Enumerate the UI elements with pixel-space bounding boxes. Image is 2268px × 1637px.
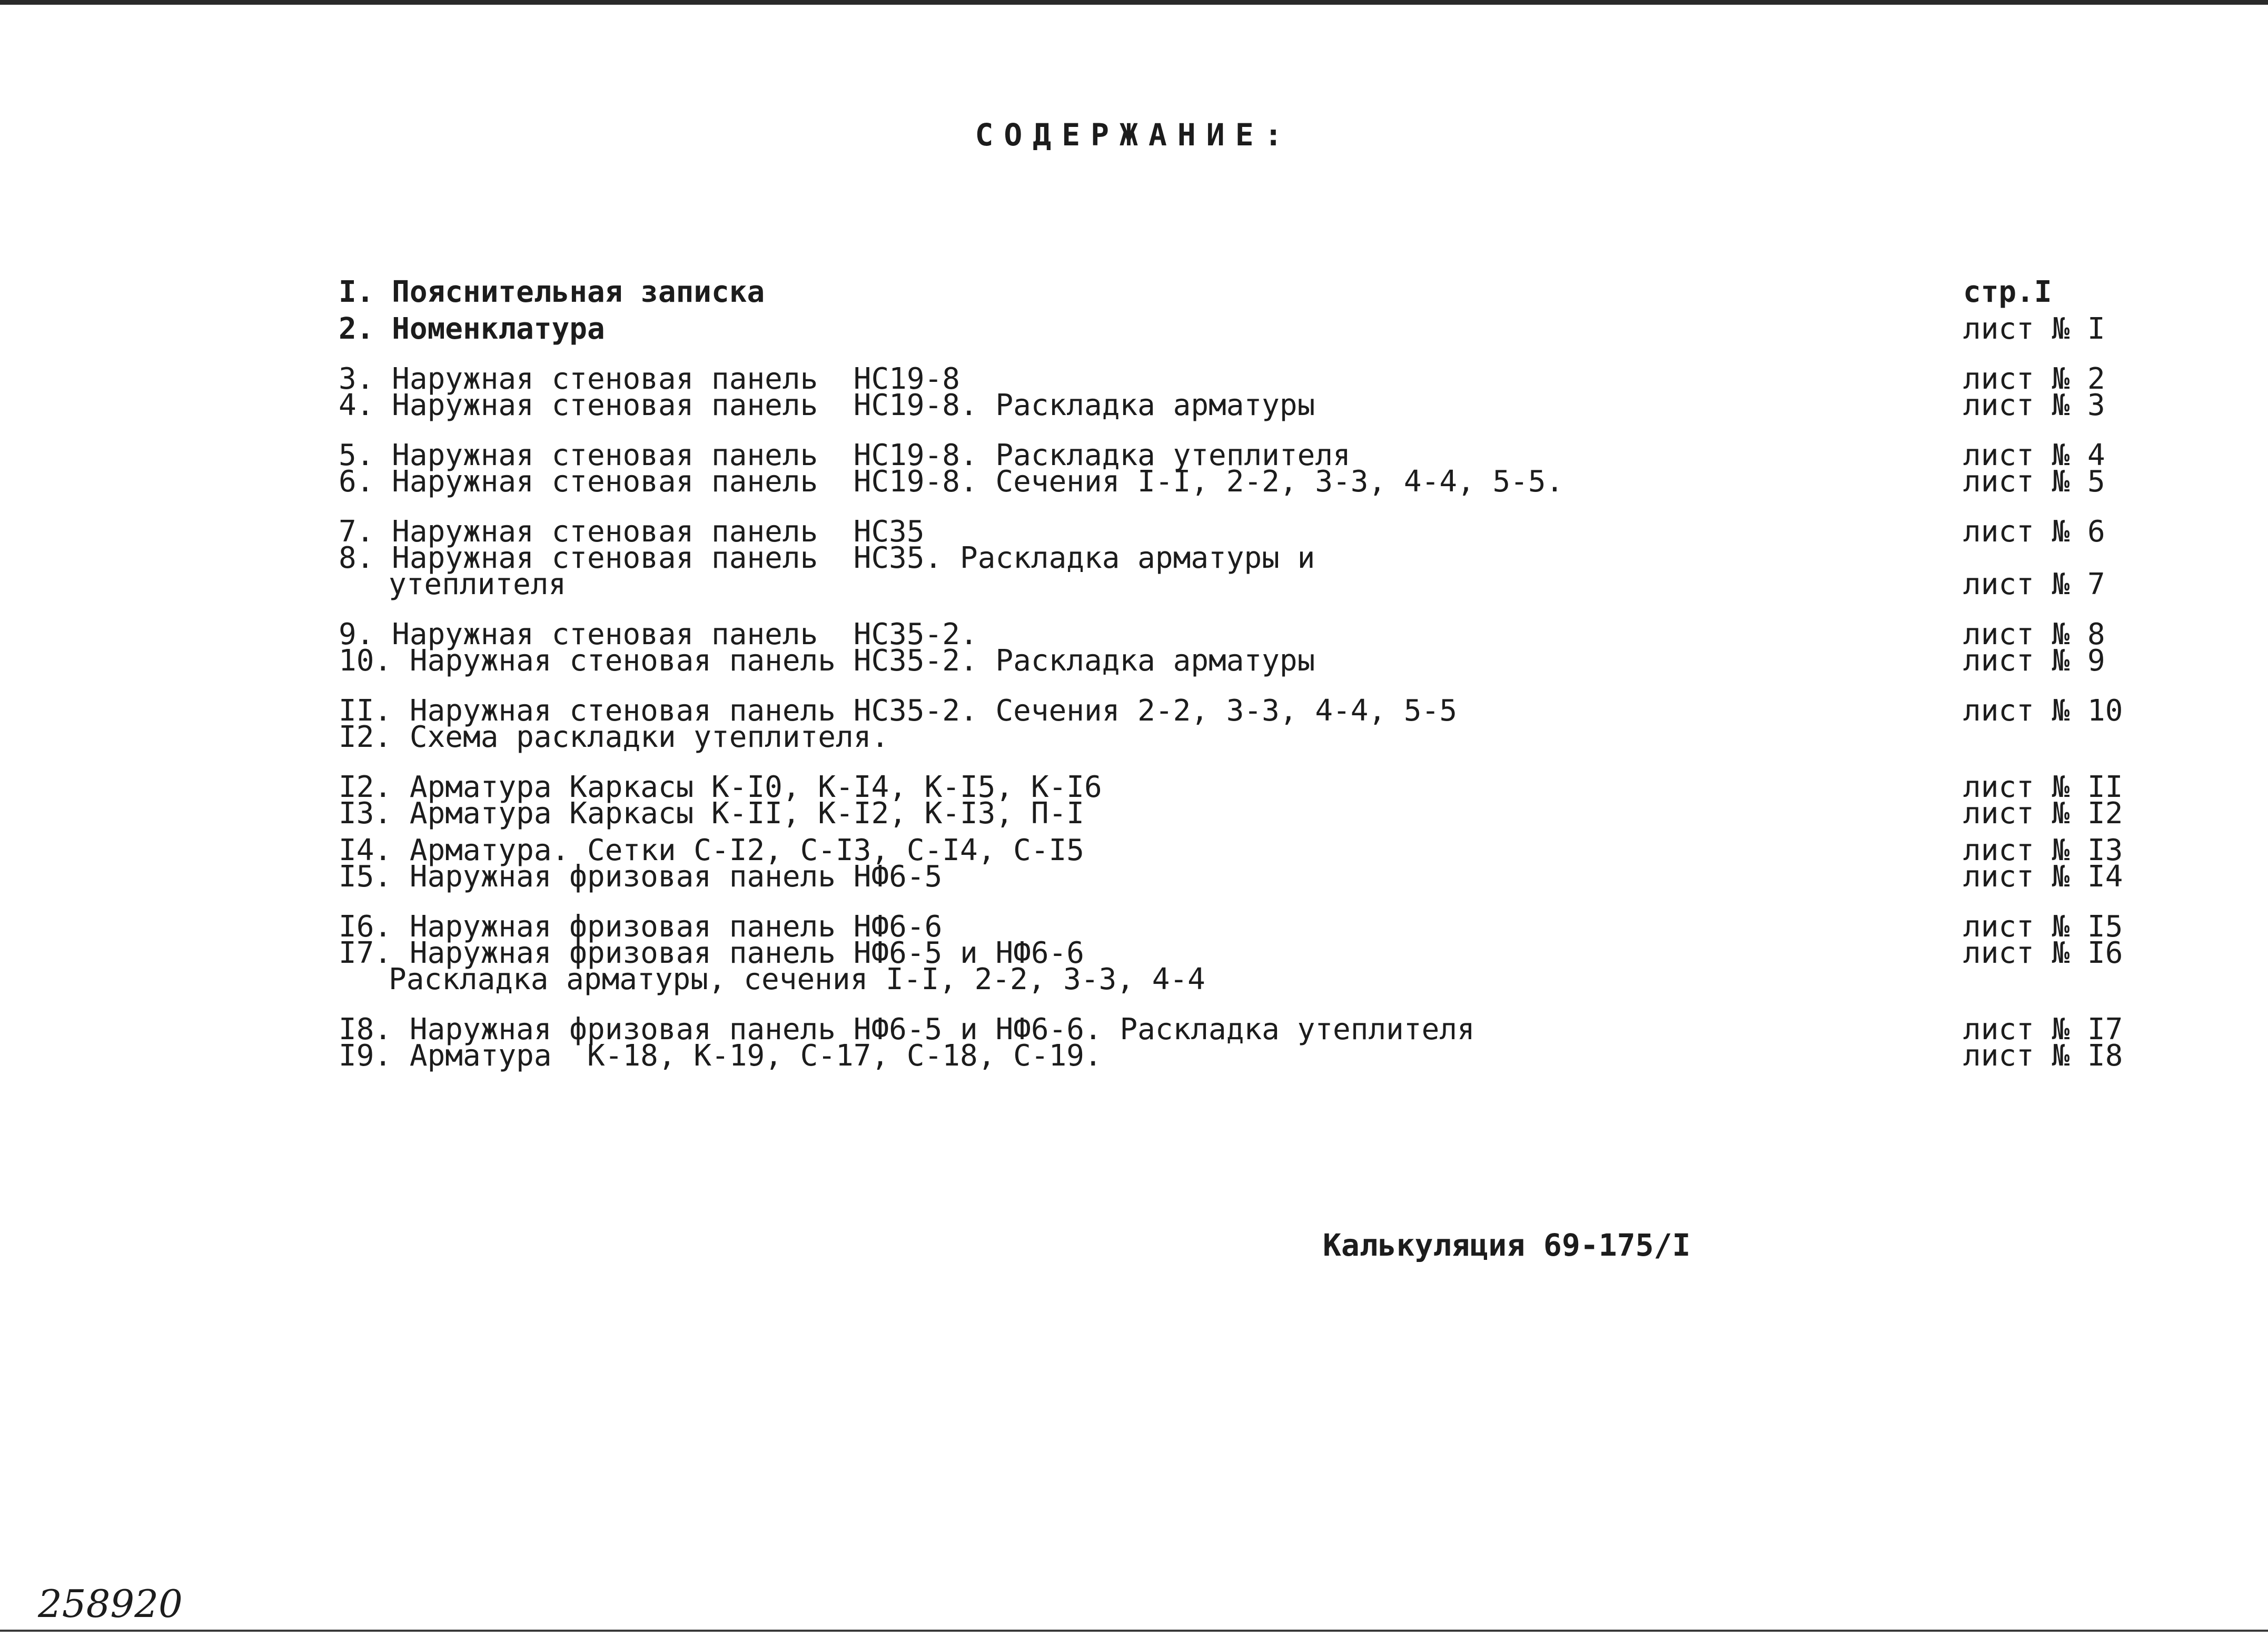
contents-item: 6. Наружная стеновая панель НС19-8. Сечения I-I, 2-2, 3-3, 4-4, 5-5. xyxy=(339,465,1564,499)
sheet-ref: лист № I8 xyxy=(1963,1039,2123,1073)
contents-item: I6. Наружная фризовая панель НФ6-6 xyxy=(339,910,943,944)
contents-item: 8. Наружная стеновая панель НС35. Раскладка арматуры и xyxy=(339,541,1315,575)
sheet-ref: лист № I7 xyxy=(1963,1012,2123,1047)
sheet-ref: лист № 5 xyxy=(1963,465,2105,499)
contents-item: I4. Арматура. Сетки С-I2, С-I3, С-I4, С-I5 xyxy=(339,833,1085,867)
sheet-ref: лист № I5 xyxy=(1963,910,2123,944)
contents-item: I2. Арматура Каркасы К-I0, К-I4, К-I5, К-I6 xyxy=(339,770,1102,804)
sheet-ref: лист № 2 xyxy=(1963,362,2105,396)
contents-item: I. Пояснительная записка xyxy=(339,275,765,309)
calculation-reference: Калькуляция 69-175/I xyxy=(1323,1227,1691,1263)
sheet-ref: лист № I3 xyxy=(1963,833,2123,867)
contents-item: 2. Номенклатура xyxy=(339,312,605,346)
contents-item: 9. Наружная стеновая панель НС35-2. xyxy=(339,617,978,652)
contents-item: 3. Наружная стеновая панель НС19-8 xyxy=(339,362,960,396)
handwritten-number: 258920 xyxy=(38,1582,183,1626)
contents-item: I9. Арматура К-18, К-19, С-17, С-18, С-19. xyxy=(339,1039,1102,1073)
contents-item-continuation: Раскладка арматуры, сечения I-I, 2-2, 3-3, 4-4 xyxy=(389,962,1205,997)
sheet-ref: лист № I xyxy=(1963,312,2105,346)
contents-item: 10. Наружная стеновая панель НС35-2. Раскладка арматуры xyxy=(339,644,1315,678)
document-title: СОДЕРЖАНИЕ: xyxy=(975,117,1293,153)
sheet-ref: стр.I xyxy=(1963,275,2052,309)
sheet-ref: лист № 4 xyxy=(1963,438,2105,472)
contents-item: I8. Наружная фризовая панель НФ6-5 и НФ6-6. Раскладка утеплителя xyxy=(339,1012,1475,1047)
contents-item: I3. Арматура Каркасы К-II, К-I2, К-I3, П-I xyxy=(339,796,1085,831)
sheet-ref: лист № I2 xyxy=(1963,796,2123,831)
contents-item: I2. Схема раскладки утеплителя. xyxy=(339,720,889,754)
sheet-ref: лист № II xyxy=(1963,770,2123,804)
contents-list xyxy=(339,275,1918,1073)
sheet-references xyxy=(1963,275,2226,1073)
contents-item: I5. Наружная фризовая панель НФ6-5 xyxy=(339,860,943,894)
top-scan-rule xyxy=(0,0,2268,5)
sheet-ref: лист № 8 xyxy=(1963,617,2105,652)
sheet-ref: лист № 7 xyxy=(1963,567,2105,601)
contents-item: II. Наружная стеновая панель НС35-2. Сечения 2-2, 3-3, 4-4, 5-5 xyxy=(339,694,1458,728)
sheet-ref: лист № I6 xyxy=(1963,936,2123,970)
sheet-ref xyxy=(1963,967,2226,993)
sheet-ref: лист № I4 xyxy=(1963,860,2123,894)
contents-item: 5. Наружная стеновая панель НС19-8. Раскладка утеплителя xyxy=(339,438,1351,472)
contents-item: 7. Наружная стеновая панель НС35 xyxy=(339,515,925,549)
contents-item-continuation: утеплителя xyxy=(389,567,567,601)
bottom-scan-rule xyxy=(0,1630,2268,1632)
contents-item: I7. Наружная фризовая панель НФ6-5 и НФ6-6 xyxy=(339,936,1085,970)
sheet-ref: лист № 3 xyxy=(1963,388,2105,422)
sheet-ref: лист № 6 xyxy=(1963,515,2105,549)
sheet-ref: лист № 10 xyxy=(1963,694,2123,728)
sheet-ref xyxy=(1963,724,2226,751)
contents-item: 4. Наружная стеновая панель НС19-8. Раскладка арматуры xyxy=(339,388,1315,422)
sheet-ref: лист № 9 xyxy=(1963,644,2105,678)
